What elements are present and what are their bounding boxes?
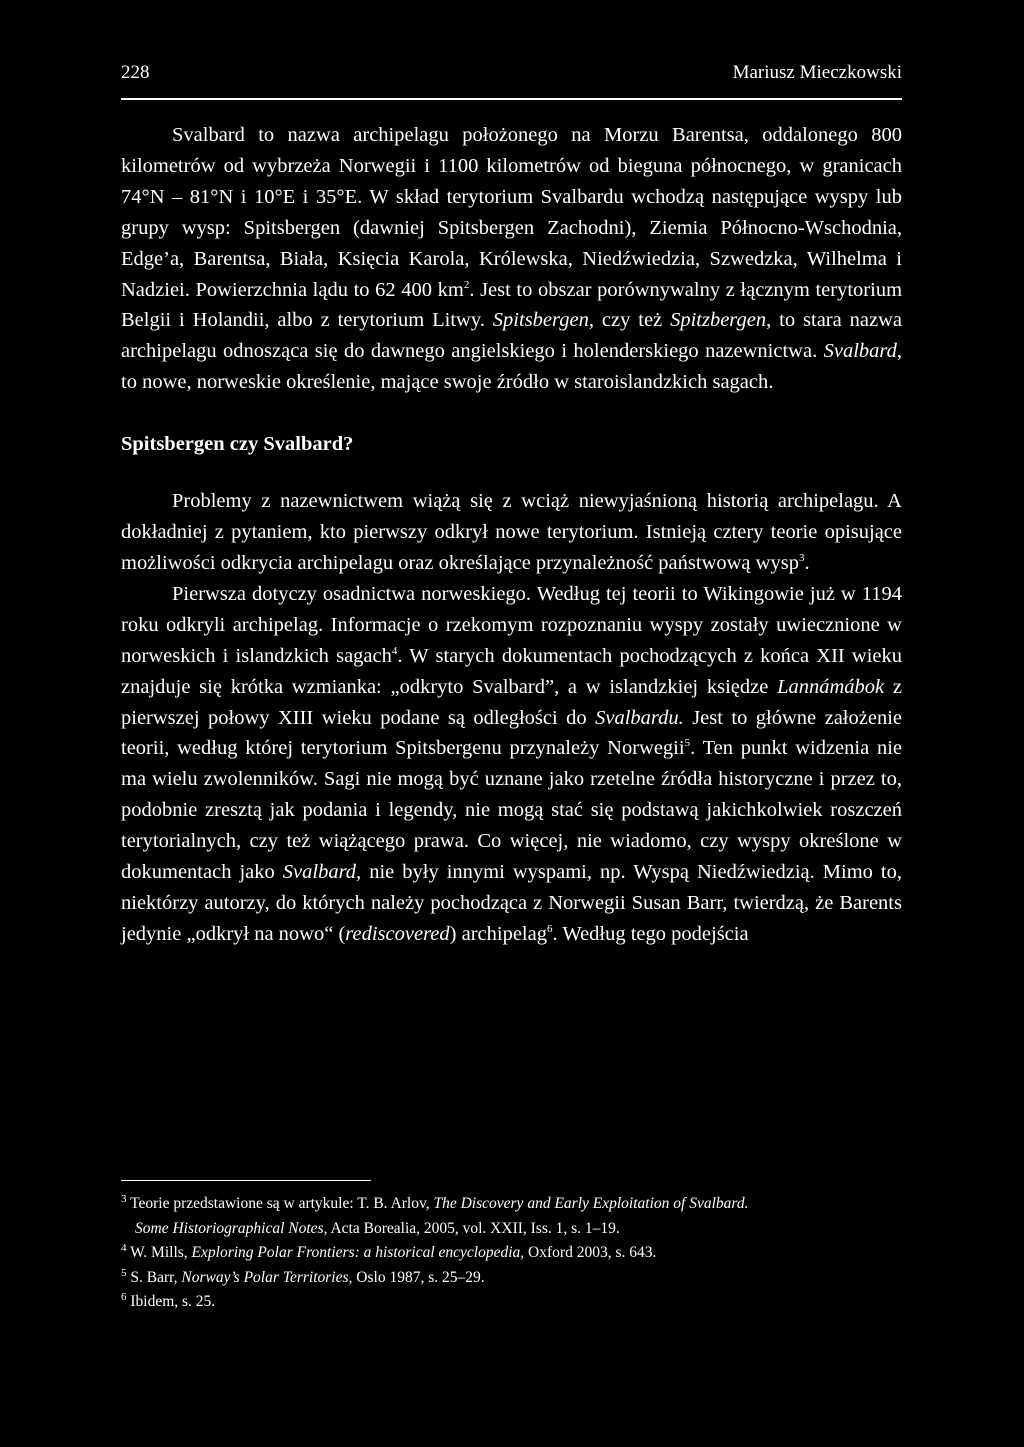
text-run: , to stara nazwa archipelagu odnosząca się do dawnego angielskiego i holenderskiego nazewnictwa. [121, 309, 903, 363]
italic-title: Exploring Polar Frontiers: a historical encyclopedia, [191, 1244, 525, 1261]
text-run: . [804, 551, 810, 574]
text-run: Svalbard to nazwa archipelagu położonego na Morzu Barentsa, oddalonego 800 kilometrów od wybrzeża Norwegii i 1100 kilometrów od bieguna północnego, w granicach 74°N – 81°N i 10°E i 35°E. W skład terytorium Svalbardu wchodzą następujące wyspy lub grupy wysp: Spitsbergen (dawniej Spitsbergen Zachodni), Ziemia Północno-Wschodnia, Edge’a, Barentsa, Biała, Księcia Karola, Królewska, Niedźwiedzia, Szwedzka, Wilhelma i Nadziei. Powierzchnia lądu to 62 400 km [121, 124, 902, 301]
header-rule [121, 98, 902, 100]
text-run: W. Mills, [126, 1244, 192, 1261]
text-run: . W starych dokumentach pochodzących z końca XII wieku znajduje się krótka wzmianka: „odkryto Svalbard”, a w islandzkiej księdze [121, 644, 903, 698]
italic-term: Svalbard, [282, 861, 362, 884]
running-head: Mariusz Mieczkowski [732, 62, 902, 83]
italic-term: Svalbardu. [595, 706, 684, 729]
text-run: . Według tego podejścia [552, 922, 749, 945]
page-number: 228 [121, 62, 150, 83]
footnote-number: 5 [121, 1266, 127, 1279]
footnote-number: 6 [121, 1290, 127, 1303]
text-run: Ibidem, s. 25. [126, 1293, 216, 1310]
superscript: 2 [463, 278, 470, 291]
italic-title: Some Historiographical Notes, [135, 1219, 328, 1237]
text-run: nie były innymi wyspami, np. Wyspą Niedźwiedzią. Mimo to, niektórzy autorzy, do których należy pochodząca z Norwegii Susan Barr, twierdzą, że Barents jedynie „odkrył na nowo“ ( [121, 861, 903, 945]
text-run: S. Barr, [126, 1268, 182, 1286]
paragraph-norwegian-theory [121, 579, 902, 950]
footnote-4 [121, 1241, 902, 1266]
italic-title: Lannámábok [777, 675, 885, 698]
page-header [121, 62, 902, 96]
footnote-3-continuation [121, 1217, 902, 1242]
italic-term: Svalbard, [823, 340, 902, 363]
footnote-6 [121, 1290, 902, 1315]
text-run: Oxford 2003, s. 643. [524, 1244, 657, 1261]
italic-term: rediscovered [345, 922, 450, 945]
footnote-rule [121, 1180, 371, 1181]
text-run: Pierwsza dotyczy osadnictwa norweskiego. Według tej teorii to Wikingowie już w 1194 roku odkryli archipelag. Informacje o rzekomym rozpoznaniu wyspy zostały uwiecznione w norweskich i islandzkich sagach [121, 582, 902, 667]
text-run: Problemy z nazewnictwem wiążą się z wciąż niewyjaśnioną historią archipelagu. A dokładniej z pytaniem, kto pierwszy odkrył nowe terytorium. Istnieją cztery teorie opisujące możliwości odkrycia archipelagu oraz określające przynależność państwową wysp [121, 490, 902, 574]
text-run: Teorie przedstawione są w artykule: T. B. Arlov, [126, 1195, 434, 1212]
text-run: . Jest to obszar porównywalny z łącznym terytorium Belgii i Holandii, albo z terytorium Litwy. [121, 278, 903, 332]
italic-term: Spitzbergen [670, 309, 767, 332]
italic-title: The Discovery and Early Exploitation of Svalbard. [433, 1195, 749, 1212]
text-run: . Ten punkt widzenia nie ma wielu zwolenników. Sagi nie mogą być uznane jako rzetelne źródła historyczne i przez to, podobnie zresztą jak podania i legendy, nie mogą stać się podstawą jakichkolwiek roszczeń terytorialnych, czy też wiążącego prawa. Co więcej, nie wiadomo, czy wyspy określone w dokumentach jako [121, 737, 902, 884]
text-run: to nowe, norweskie określenie, mające swoje źródło w staroislandzkich sagach. [121, 371, 774, 394]
footnote-number: 4 [121, 1241, 127, 1254]
paragraph-naming-problems [121, 486, 902, 579]
text-run: z pierwszej połowy XIII wieku podane są odległości do [121, 675, 902, 729]
text-run: Jest to główne założenie teorii, według której terytorium Spitsbergenu przynależy Norwegii [121, 706, 902, 760]
italic-term: Spitsbergen, [492, 309, 594, 332]
italic-title: Norway’s Polar Territories, [181, 1268, 353, 1286]
section-heading: Spitsbergen czy Svalbard? [121, 433, 354, 456]
footnote-number: 3 [121, 1192, 127, 1205]
footnote-ref-6: 6 [546, 923, 553, 936]
footnote-ref-4: 4 [391, 644, 398, 657]
body-text [121, 120, 902, 950]
text-run: ) archipelag [449, 922, 547, 945]
footnote-ref-5: 5 [684, 737, 691, 750]
footnotes [121, 1192, 902, 1315]
paragraph-svalbard-intro [121, 120, 902, 398]
text-run: Oslo 1987, s. 25–29. [352, 1268, 485, 1286]
text-run: czy też [593, 309, 671, 332]
text-run: Acta Borealia, 2005, vol. XXII, Iss. 1, s. 1–19. [327, 1219, 620, 1237]
footnote-5 [121, 1266, 902, 1291]
footnote-ref-3: 3 [798, 552, 805, 565]
footnote-3 [121, 1192, 902, 1217]
